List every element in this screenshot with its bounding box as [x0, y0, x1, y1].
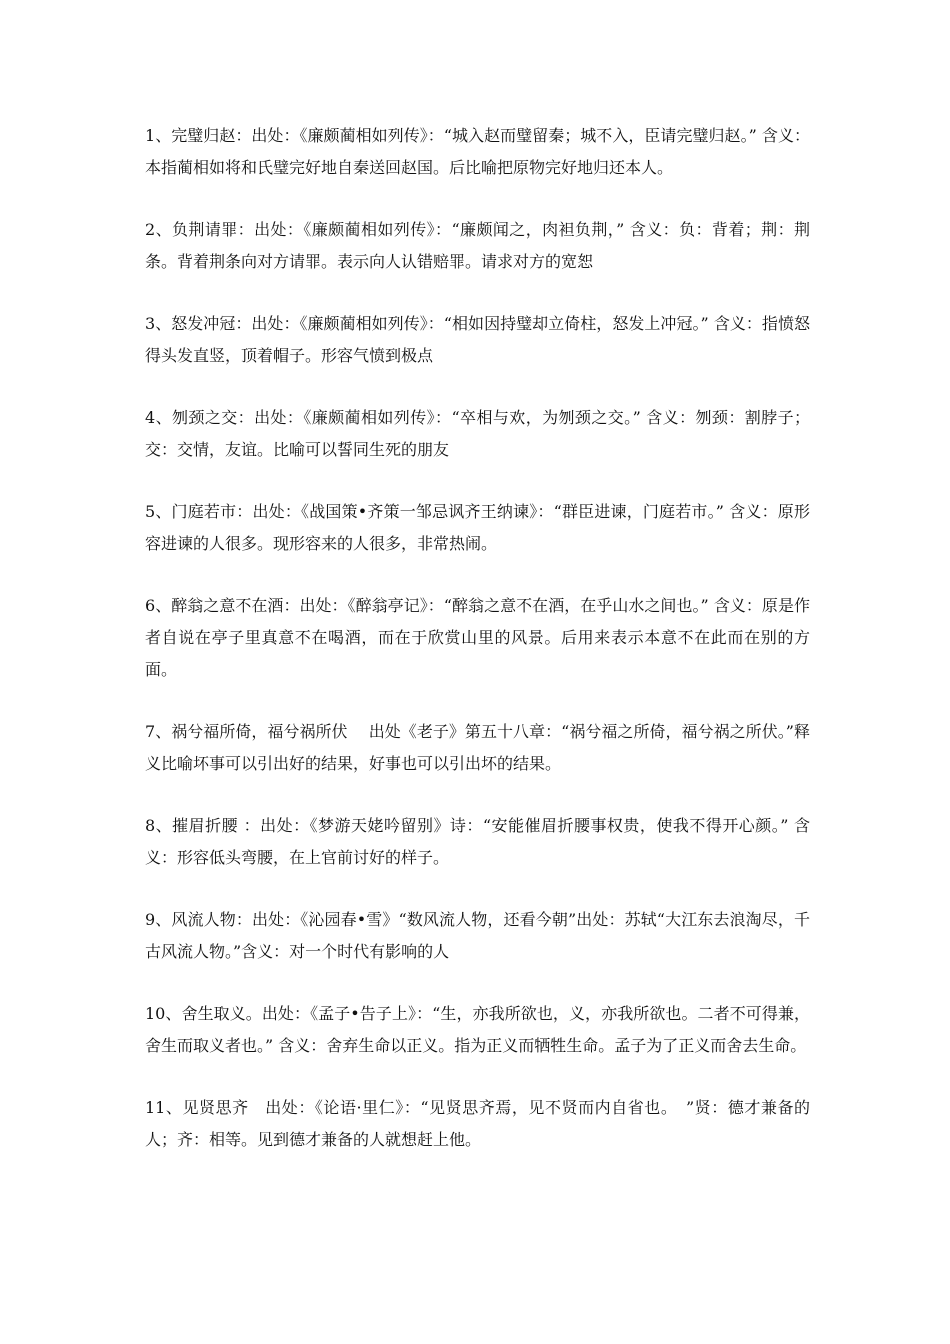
idiom-entry-8: 8、摧眉折腰 ：出处：《梦游天姥吟留别》诗：“安能催眉折腰事权贵，使我不得开心颜。” 含义：形容低头弯腰，在上官前讨好的样子。 [145, 816, 810, 867]
idiom-entry-3: 3、怒发冲冠：出处：《廉颇蔺相如列传》：“相如因持璧却立倚柱，怒发上冲冠。” 含义：指愤怒得头发直竖，顶着帽子。形容气愤到极点 [145, 314, 810, 365]
idiom-entry-9: 9、风流人物：出处：《沁园春•雪》“数风流人物，还看今朝”出处：苏轼“大江东去浪淘尽，千古风流人物。”含义：对一个时代有影响的人 [145, 910, 810, 961]
idiom-entry-10: 10、舍生取义。出处：《孟子•告子上》：“生，亦我所欲也，义，亦我所欲也。二者不可得兼，舍生而取义者也。” 含义：舍弃生命以正义。指为正义而牺牲生命。孟子为了正义而舍去生命。 [145, 1004, 810, 1055]
idiom-entry-5: 5、门庭若市：出处：《战国策•齐策一邹忌讽齐王纳谏》：“群臣进谏，门庭若市。” 含义：原形容进谏的人很多。现形容来的人很多，非常热闹。 [145, 502, 810, 553]
idiom-entry-2: 2、负荆请罪：出处：《廉颇蔺相如列传》：“廉颇闻之，肉袒负荆，” 含义：负：背着；荆：荆条。背着荆条向对方请罪。表示向人认错赔罪。请求对方的宽恕 [145, 220, 810, 271]
idiom-entry-1: 1、完璧归赵：出处：《廉颇蔺相如列传》：“城入赵而璧留秦；城不入，臣请完璧归赵。” 含义：本指蔺相如将和氏璧完好地自秦送回赵国。后比喻把原物完好地归还本人。 [145, 126, 810, 177]
idiom-entry-11: 11、见贤思齐 出处：《论语·里仁》：“见贤思齐焉，见不贤而内自省也。 ”贤：德才兼备的人；齐：相等。见到德才兼备的人就想赶上他。 [145, 1098, 810, 1149]
idiom-entry-7: 7、祸兮福所倚，福兮祸所伏 出处《老子》第五十八章：“祸兮福之所倚，福兮祸之所伏。”释义比喻坏事可以引出好的结果，好事也可以引出坏的结果。 [145, 722, 810, 773]
idiom-entry-6: 6、醉翁之意不在酒：出处：《醉翁亭记》：“醉翁之意不在酒，在乎山水之间也。” 含义：原是作者自说在亭子里真意不在喝酒，而在于欣赏山里的风景。后用来表示本意不在此而在别的方面。 [145, 596, 810, 679]
idiom-entry-4: 4、刎颈之交：出处：《廉颇蔺相如列传》：“卒相与欢，为刎颈之交。” 含义：刎颈：割脖子；交：交情，友谊。比喻可以誓同生死的朋友 [145, 408, 810, 459]
idiom-list [145, 120, 810, 1186]
